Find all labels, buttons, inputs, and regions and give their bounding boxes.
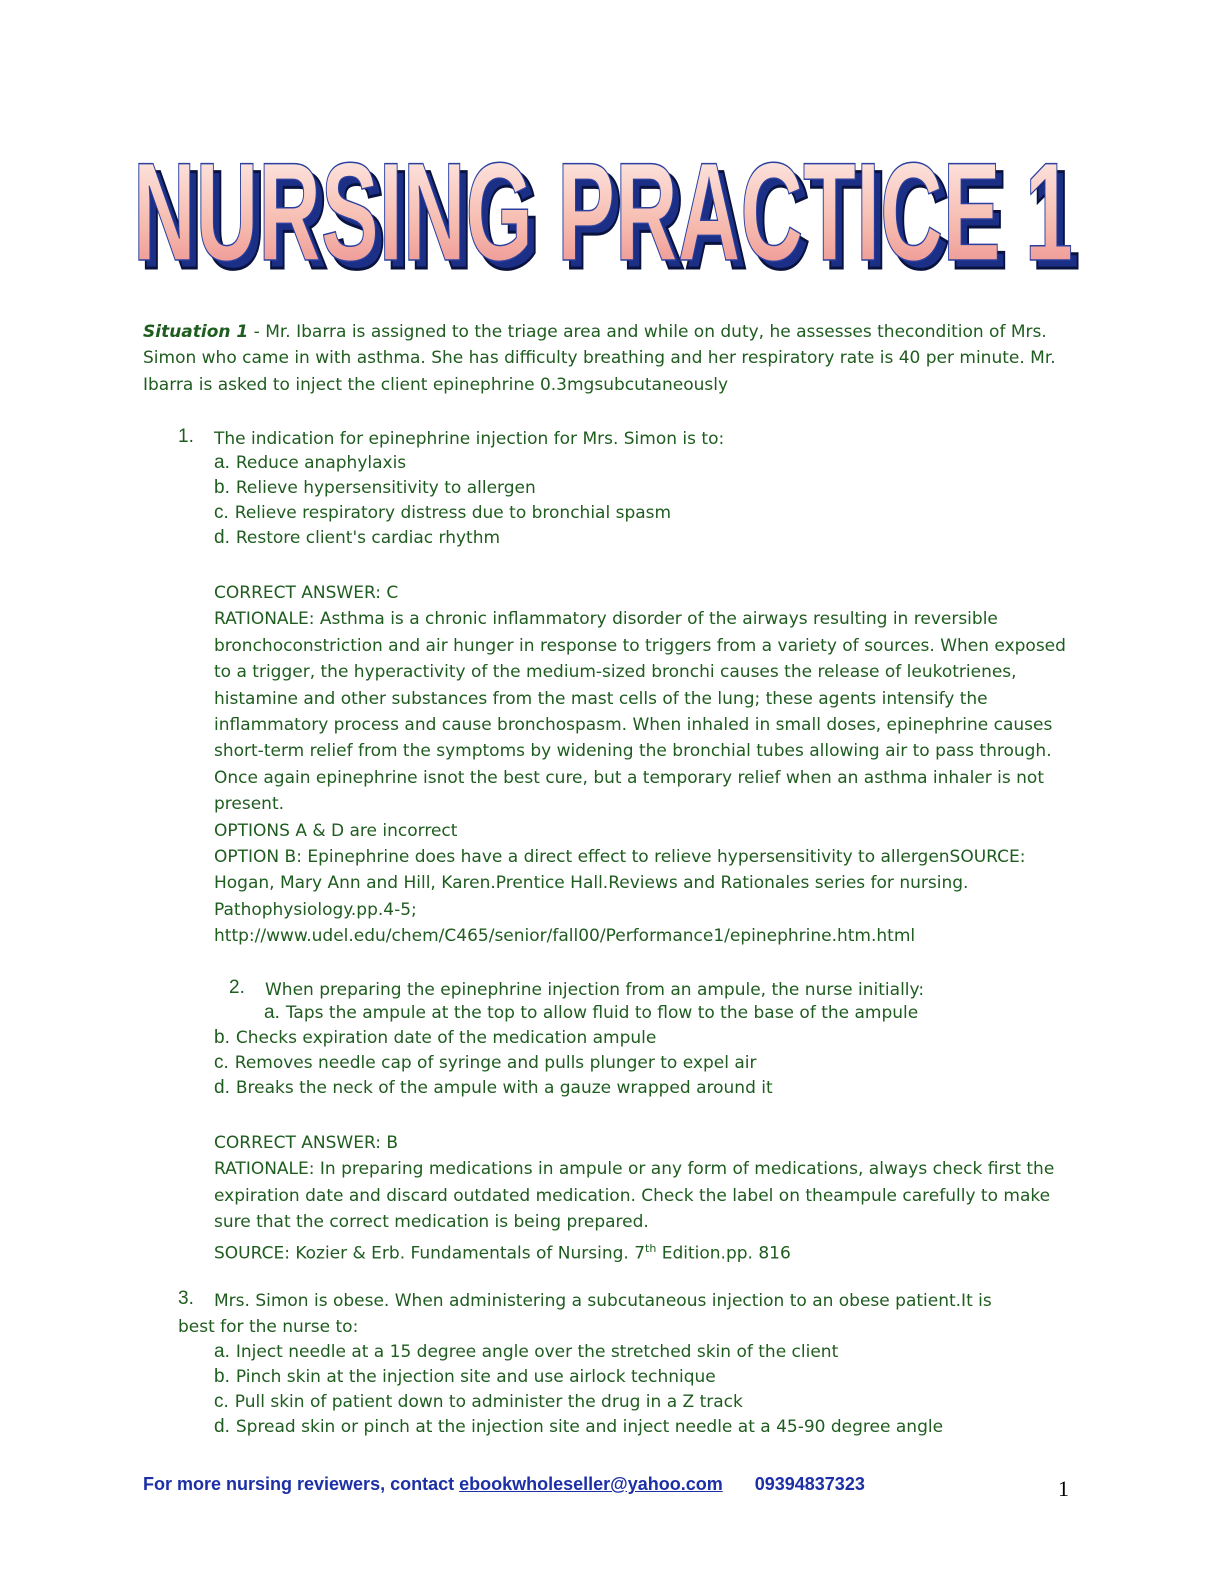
- question-1-number: 1.: [178, 426, 194, 447]
- q2-option-a: a. Taps the ampule at the top to allow fluid to flow to the base of the ampule: [264, 1002, 919, 1023]
- question-3-text-line1: Mrs. Simon is obese. When administering a subcutaneous injection to an obese patient.It is: [214, 1291, 992, 1311]
- q1-option-b: b. Relieve hypersensitivity to allergen: [214, 477, 536, 498]
- q2-source: SOURCE: Kozier & Erb. Fundamentals of Nursing. 7th Edition.pp. 816: [214, 1241, 791, 1264]
- q2-correct-answer: CORRECT ANSWER: B: [214, 1133, 399, 1153]
- footer-prefix: For more nursing reviewers, contact: [143, 1474, 460, 1494]
- q1-options-note: OPTIONS A & D are incorrect: [214, 820, 458, 841]
- q1-rationale: RATIONALE: Asthma is a chronic inflammatory disorder of the airways resulting in reversible bronchoconstriction and air hunger in response to triggers from a variety of sources. When exposed to a trigger, the hyperactivity of the medium-sized bronchi causes the release of leukotrienes, histamine and other substances from the mast cells of the lung; these agents intensify the inflammatory process and cause bronchospasm. When inhaled in small doses, epinephrine causes short-term relief from the symptoms by widening the bronchial tubes allowing air to pass through. Once again epinephrine isnot the best cure, but a temporary relief when an asthma inhaler is not present.: [214, 609, 1066, 815]
- footer-email-link[interactable]: ebookwholeseller@yahoo.com: [459, 1474, 723, 1494]
- situation-paragraph: [143, 319, 1073, 398]
- question-3-text-line2: best for the nurse to:: [178, 1317, 359, 1337]
- q3-option-d: d. Spread skin or pinch at the injection site and inject needle at a 45-90 degree angle: [214, 1416, 944, 1437]
- q2-option-c: c. Removes needle cap of syringe and pulls plunger to expel air: [214, 1052, 757, 1073]
- situation-label: Situation 1: [143, 322, 249, 342]
- q1-option-c: c. Relieve respiratory distress due to bronchial spasm: [214, 502, 672, 523]
- q3-option-c: c. Pull skin of patient down to administer the drug in a Z track: [214, 1391, 743, 1412]
- footer-phone: 09394837323: [754, 1474, 865, 1494]
- q3-option-a: a. Inject needle at a 15 degree angle over the stretched skin of the client: [214, 1341, 839, 1362]
- q2-option-b: b. Checks expiration date of the medication ampule: [214, 1027, 657, 1048]
- situation-text: - Mr. Ibarra is assigned to the triage area and while on duty, he assesses thecondition of Mrs. Simon who came in with asthma. She has difficulty breathing and her respiratory rate is 40 per minute. Mr. Ibarra is asked to inject the client epinephrine 0.3mgsubcutaneously: [143, 322, 1056, 395]
- q1-answer-block: [214, 580, 1074, 950]
- title-wordart: [125, 100, 1085, 280]
- q1-source-url[interactable]: http://www.udel.edu/chem/C465/senior/fall00/Performance1/epinephrine.htm.html: [214, 926, 916, 947]
- q1-option-a: a. Reduce anaphylaxis: [214, 452, 407, 473]
- q2-answer-block: [214, 1130, 1074, 1267]
- footer: [143, 1474, 865, 1495]
- page-title: [125, 100, 1085, 280]
- q1-option-d: d. Restore client's cardiac rhythm: [214, 527, 501, 548]
- q2-option-d: d. Breaks the neck of the ampule with a gauze wrapped around it: [214, 1077, 773, 1098]
- question-3-number: 3.: [178, 1288, 194, 1309]
- q2-rationale: RATIONALE: In preparing medications in ampule or any form of medications, always check first the expiration date and discard outdated medication. Check the label on theampule carefully to make sure that the correct medication is being prepared.: [214, 1159, 1055, 1233]
- title-text: NURSING PRACTICE 1: [133, 133, 1073, 280]
- svg-text:NURSING PRACTICE 1: NURSING PRACTICE 1: [140, 141, 1080, 280]
- page-number: 1: [1058, 1476, 1069, 1501]
- q1-correct-answer: CORRECT ANSWER: C: [214, 583, 399, 603]
- q1-option-b-note: OPTION B: Epinephrine does have a direct effect to relieve hypersensitivity to allergenSOURCE: Hogan, Mary Ann and Hill, Karen.Prentice Hall.Reviews and Rationales series for nursing. Pathophysiology.pp.4-5;: [214, 847, 1026, 920]
- question-2-number: 2.: [229, 977, 245, 998]
- question-2-text: When preparing the epinephrine injection from an ampule, the nurse initially:: [265, 980, 925, 1000]
- q3-option-b: b. Pinch skin at the injection site and use airlock technique: [214, 1366, 716, 1387]
- question-1-text: The indication for epinephrine injection for Mrs. Simon is to:: [214, 429, 725, 449]
